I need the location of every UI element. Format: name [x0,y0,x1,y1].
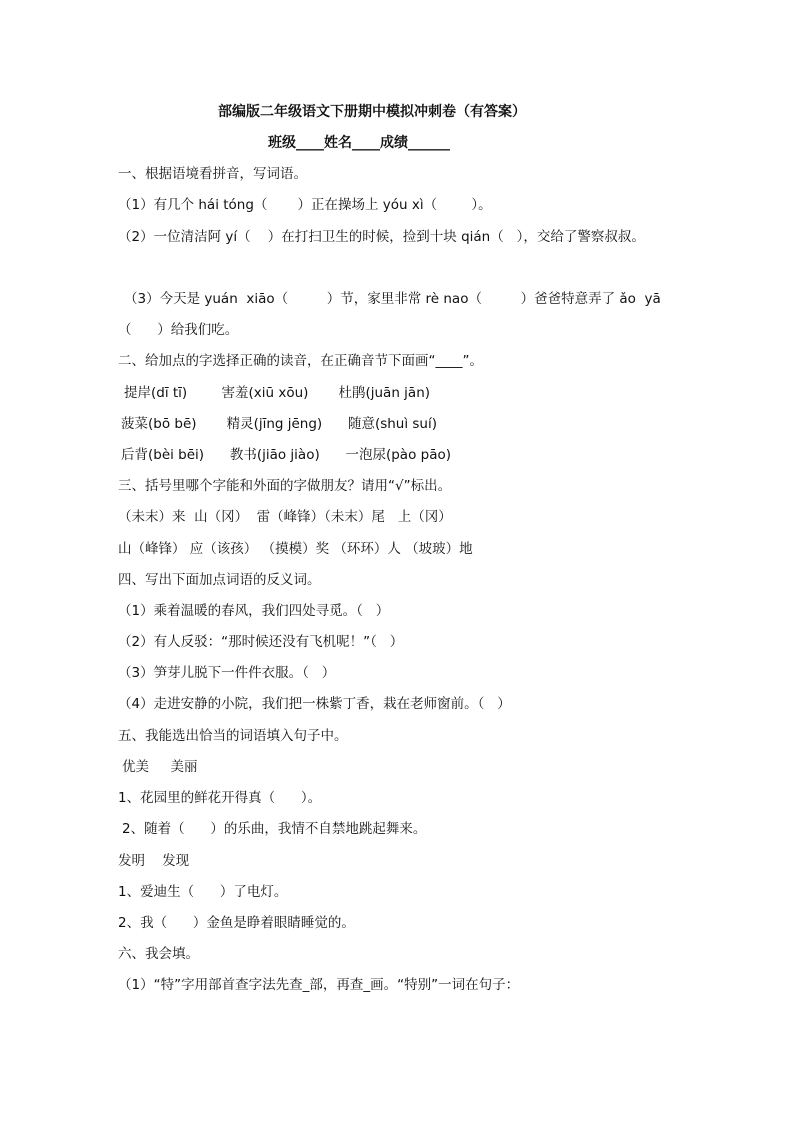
section-1-question-1: （1）有几个 hái tóng（ ）正在操场上 yóu xì（ ）。 [118,197,492,213]
section-2-heading: 二、给加点的字选择正确的读音，在正确音节下面画“____”。 [118,353,483,369]
section-2-row-3: 后背(bèi bēi) 教书(jiāo jiào) 一泡尿(pào pāo) [121,447,451,463]
section-4-question-3: （3）笋芽儿脱下一件件衣服。（ ） [118,665,336,681]
section-5-sentence-b2: 2、我（ ）金鱼是睁着眼睛睡觉的。 [118,915,355,931]
section-6-heading: 六、我会填。 [118,946,199,962]
section-5-heading: 五、我能选出恰当的词语填入句子中。 [118,728,348,744]
section-3-heading: 三、括号里哪个字能和外面的字做朋友？请用“√”标出。 [118,478,452,494]
section-5-word-choices-1: 优美 美丽 [122,759,198,775]
section-5-sentence-b1: 1、爱迪生（ ）了电灯。 [118,884,288,900]
section-4-heading: 四、写出下面加点词语的反义词。 [118,572,321,588]
section-6-question-1: （1）“特”字用部首查字法先查_部，再查_画。“特别”一词在句子： [118,977,520,993]
section-1-question-3-line-2: （ ）给我们吃。 [118,322,239,338]
section-3-row-1: （未末）来 山（冈） 雷（峰锋）（未末）尾 上（冈） [118,509,452,525]
student-info-line: 班级____姓名____成绩______ [268,135,450,151]
section-4-question-2: （2）有人反驳：“那时候还没有飞机呢！”（ ） [118,634,404,650]
section-4-question-1: （1）乘着温暖的春风，我们四处寻觅。（ ） [118,603,390,619]
section-1-heading: 一、根据语境看拼音，写词语。 [118,166,307,182]
section-5-sentence-a2: 2、随着（ ）的乐曲，我情不自禁地跳起舞来。 [122,821,427,837]
section-1-question-3-line-1: （3）今天是 yuán xiāo（ ）节，家里非常 rè nao（ ）爸爸特意弄了 ǎo yā [124,291,661,307]
section-2-row-1: 提岸(dī tī) 害羞(xiū xōu) 杜鹃(juān jān) [124,385,431,401]
section-1-question-2: （2）一位清洁阿 yí（ ）在打扫卫生的时候，捡到十块 qián（ ），交给了警察叔叔。 [118,229,645,245]
section-3-row-2: 山（峰锋） 应（该孩） （摸模）奖 （环环）人 （坡玻）地 [118,541,473,557]
section-5-word-choices-2: 发明 发现 [118,853,190,869]
page-title: 部编版二年级语文下册期中模拟冲刺卷（有答案） [218,104,526,120]
section-5-sentence-a1: 1、花园里的鲜花开得真（ ）。 [118,790,322,806]
section-2-row-2: 菠菜(bō bē) 精灵(jīng jēng) 随意(shuì suí) [121,416,438,432]
section-4-question-4: （4）走进安静的小院，我们把一株紫丁香，栽在老师窗前。（ ） [118,696,511,712]
